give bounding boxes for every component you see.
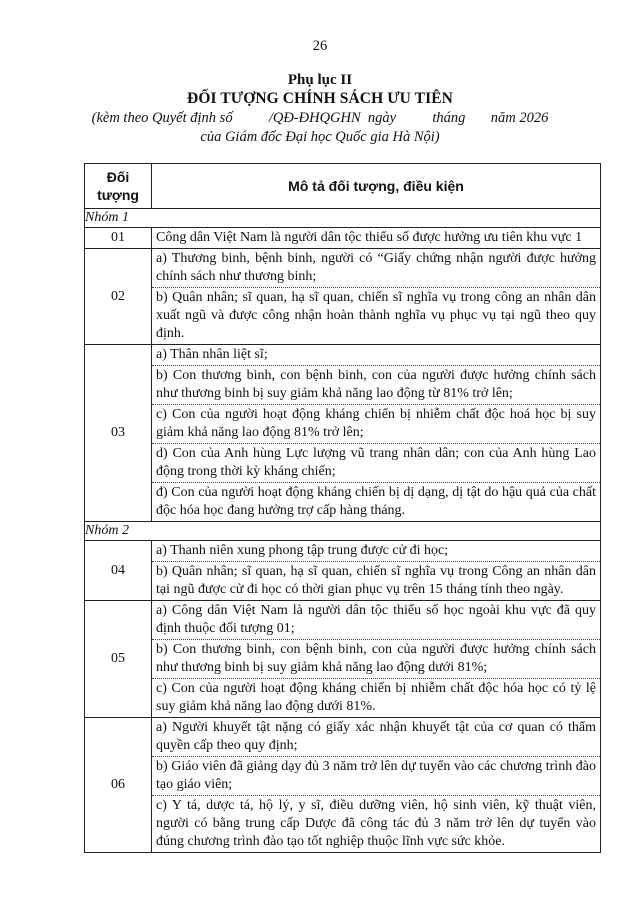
table-header-row (85, 164, 601, 209)
description-item: a) Người khuyết tật nặng có giấy xác nhận khuyết tật của cơ quan có thẩm quyền cấp theo quy định; (156, 720, 596, 753)
header-description: Mô tả đối tượng, điều kiện (152, 164, 601, 209)
description-item: c) Con của người hoạt động kháng chiến bị nhiễm chất độc hóa học có tỷ lệ suy giảm khả năng lao động dưới 81%. (152, 678, 600, 717)
object-description (152, 718, 601, 853)
description-item: b) Con thương binh, con bệnh binh, con của người được hưởng chính sách như thương binh bị suy giảm khả năng lao động từ 81% trở lên; (152, 365, 600, 404)
table-row (85, 601, 601, 718)
object-number: 05 (85, 601, 152, 718)
description-item: a) Công dân Việt Nam là người dân tộc thiểu số học ngoài khu vực đã quy định thuộc đối tượng 01; (156, 603, 596, 636)
description-item: đ) Con của người hoạt động kháng chiến bị dị dạng, dị tật do hậu quả của chất độc hóa học đang hưởng trợ cấp hàng tháng. (152, 482, 600, 521)
page-number: 26 (312, 38, 328, 54)
document-title: ĐỐI TƯỢNG CHÍNH SÁCH ƯU TIÊN (187, 90, 453, 107)
description-item: b) Giáo viên đã giảng dạy đủ 3 năm trở lên dự tuyển vào các chương trình đào tạo giáo viên; (152, 756, 600, 795)
table-row (85, 228, 601, 249)
description-item: c) Con của người hoạt động kháng chiến bị nhiễm chất độc hoá học bị suy giảm khả năng lao động 81% trở lên; (152, 404, 600, 443)
table-row (85, 541, 601, 601)
group-label: Nhóm 2 (85, 522, 601, 541)
description-item: b) Con thương binh, con bệnh binh, con của người được hưởng chính sách như thương binh bị suy giảm khả năng lao động dưới 81%; (152, 639, 600, 678)
subtitle-line-2: của Giám đốc Đại học Quốc gia Hà Nội) (200, 129, 440, 145)
description-item: a) Thân nhân liệt sĩ; (156, 347, 268, 362)
table-row (85, 249, 601, 345)
priority-table (84, 163, 601, 853)
header-object: Đối tượng (85, 164, 152, 209)
object-description (152, 541, 601, 601)
object-description (152, 345, 601, 522)
description-item: b) Quân nhân; sĩ quan, hạ sĩ quan, chiến sĩ nghĩa vụ trong công an nhân dân xuất ngũ và được công nhận hoàn thành nghĩa vụ phục vụ tại ngũ theo quy định. (152, 287, 600, 344)
description-item: a) Thanh niên xung phong tập trung được cử đi học; (156, 543, 449, 558)
object-number: 04 (85, 541, 152, 601)
object-description (152, 249, 601, 345)
object-number: 03 (85, 345, 152, 522)
table-row (85, 345, 601, 522)
object-number: 06 (85, 718, 152, 853)
table-row (85, 718, 601, 853)
object-number: 02 (85, 249, 152, 345)
description-item: Công dân Việt Nam là người dân tộc thiểu số được hưởng ưu tiên khu vực 1 (156, 230, 583, 245)
description-item: a) Thương binh, bệnh binh, người có “Giấy chứng nhận người được hưởng chính sách như thương binh; (156, 251, 596, 284)
group-label: Nhóm 1 (85, 209, 601, 228)
description-item: d) Con của Anh hùng Lực lượng vũ trang nhân dân; con của Anh hùng Lao động trong thời kỳ kháng chiến; (152, 443, 600, 482)
description-item: c) Y tá, dược tá, hộ lý, y sĩ, điều dưỡng viên, hộ sinh viên, kỹ thuật viên, người có bằng trung cấp Dược đã công tác đủ 3 năm trở lên dự tuyển vào đúng chương trình đào tạo tốt nghiệp thuộc lĩnh vực sức khỏe. (152, 795, 600, 852)
subtitle-line-1: (kèm theo Quyết định số /QĐ-ĐHQGHN ngày tháng năm 2026 (91, 110, 549, 126)
object-number: 01 (85, 228, 152, 249)
group-row (85, 209, 601, 228)
object-description (152, 601, 601, 718)
appendix-title: Phụ lục II (287, 72, 353, 88)
group-row (85, 522, 601, 541)
object-description (152, 228, 601, 249)
description-item: b) Quân nhân; sĩ quan, hạ sĩ quan, chiến sĩ nghĩa vụ trong Công an nhân dân tại ngũ được cử đi học có thời gian phục vụ trên 15 tháng tính theo ngày. (152, 561, 600, 600)
